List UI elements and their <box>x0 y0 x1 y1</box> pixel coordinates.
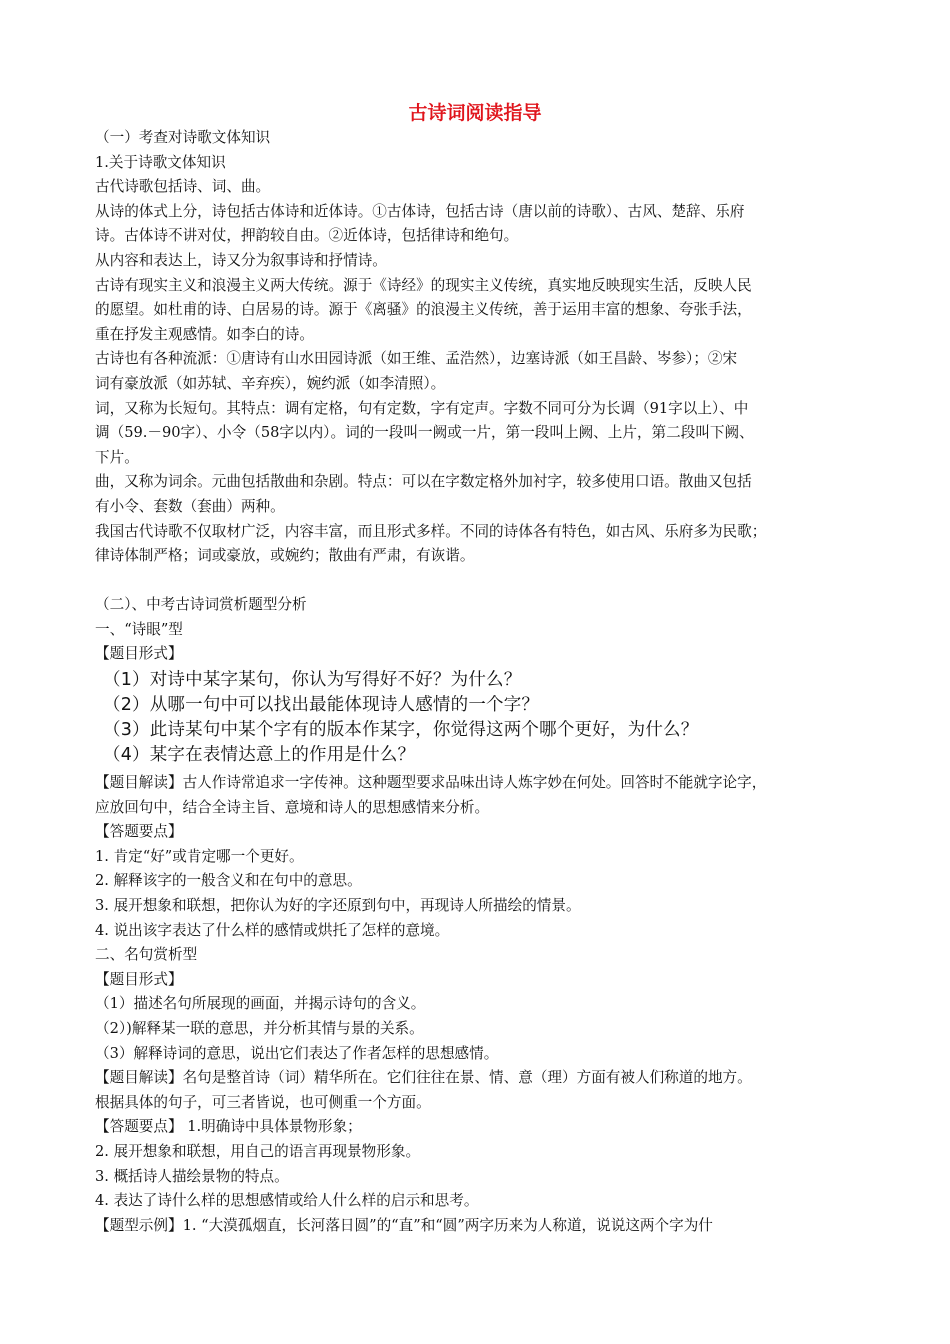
text-line: 【题目解读】古人作诗常追求一字传神。这种题型要求品味出诗人炼字妙在何处。回答时不能就字论字， <box>95 774 767 792</box>
text-line: （2）)解释某一联的意思，并分析其情与景的关系。 <box>95 1020 424 1037</box>
text-line: （一）考查对诗歌文体知识 <box>95 129 271 146</box>
text-line: 下片。 <box>95 448 139 466</box>
text-line: 3. 展开想象和联想，把你认为好的字还原到句中，再现诗人所描绘的情景。 <box>95 897 581 915</box>
text-line: 曲，又称为词余。元曲包括散曲和杂剧。特点：可以在字数定格外加衬字，较多使用口语。散曲又包括 <box>95 473 752 491</box>
text-line: 【题目解读】名句是整首诗（词）精华所在。它们往往在景、情、意（理）方面有被人们称道的地方。 <box>95 1069 752 1087</box>
text-line: 词，又称为长短句。其特点：调有定格，句有定数，字有定声。字数不同可分为长调（91字以上）、中 <box>95 399 749 417</box>
text-line: 根据具体的句子，可三者皆说，也可侧重一个方面。 <box>95 1093 431 1111</box>
text-line: 词有豪放派（如苏轼、辛弃疾），婉约派（如李清照）。 <box>95 374 446 392</box>
handwritten-questions <box>95 668 857 768</box>
text-line: 古代诗歌包括诗、词、曲。 <box>95 178 271 196</box>
text-line: 应放回句中，结合全诗主旨、意境和诗人的思想感情来分析。 <box>95 798 490 816</box>
text-line: 古诗有现实主义和浪漫主义两大传统。源于《诗经》的现实主义传统，真实地反映现实生活，反映人民 <box>95 276 752 294</box>
text-line: 我国古代诗歌不仅取材广泛，内容丰富，而且形式多样。不同的诗体各有特色，如古风、乐府多为民歌； <box>95 522 767 540</box>
document-body <box>95 126 857 1238</box>
text-line: 古诗也有各种流派：①唐诗有山水田园诗派（如王维、孟浩然），边塞诗派（如王昌龄、岑参）；②宋 <box>95 350 738 368</box>
text-line: 2. 解释该字的一般含义和在句中的意思。 <box>95 872 362 890</box>
type-heading: 二、名句赏析型 <box>95 946 198 964</box>
text-line: 调（59.－90字）、小令（58字以内）。词的一段叫一阙或一片，第一段叫上阙、上片，第二段叫下阙、 <box>95 424 754 442</box>
text-line: 2. 展开想象和联想，用自己的语言再现景物形象。 <box>95 1142 421 1160</box>
text-line: 【题目形式】 <box>95 970 183 988</box>
text-line: 1. 肯定“好”或肯定哪一个更好。 <box>95 847 304 865</box>
text-line: 【答题要点】 <box>95 823 183 841</box>
section-2 <box>95 593 857 1238</box>
text-line: 有小令、套数（套曲）两种。 <box>95 497 285 515</box>
text-line: 诗。古体诗不讲对仗，押韵较自由。②近体诗，包括律诗和绝句。 <box>95 227 519 245</box>
page-title: 古诗词阅读指导 <box>408 102 542 124</box>
handwritten-line: （2）从哪一句中可以找出最能体现诗人感情的一个字？ <box>103 695 540 716</box>
blank-line <box>95 569 857 594</box>
text-line: 4. 表达了诗什么样的思想感情或给人什么样的启示和思考。 <box>95 1192 479 1210</box>
text-line: 重在抒发主观感情。如李白的诗。 <box>95 325 314 343</box>
handwritten-line: （4）某字在表情达意上的作用是什么？ <box>103 745 416 766</box>
text-line: 的愿望。如杜甫的诗、白居易的诗。源于《离骚》的浪漫主义传统，善于运用丰富的想象、夸张手法， <box>95 301 752 319</box>
type-heading: 一、“诗眼”型 <box>95 620 183 638</box>
text-line: 【题型示例】1. “大漠孤烟直，长河落日圆”的“直”和“圆”两字历来为人称道，说说这两个字为什 <box>95 1216 713 1234</box>
text-line: 4. 说出该字表达了什么样的感情或烘托了怎样的意境。 <box>95 921 450 939</box>
section-1 <box>95 126 857 569</box>
text-line: 律诗体制严格；词或豪放，或婉约；散曲有严肃，有诙谐。 <box>95 547 475 565</box>
text-line: （3）解释诗词的意思，说出它们表达了作者怎样的思想感情。 <box>95 1044 499 1062</box>
section-header: （二）、中考古诗词赏析题型分析 <box>95 596 307 614</box>
text-line: 1.关于诗歌文体知识 <box>95 153 226 171</box>
text-line: 从内容和表达上，诗又分为叙事诗和抒情诗。 <box>95 251 387 269</box>
handwritten-line: （1）对诗中某字某句，你认为写得好不好？为什么？ <box>103 670 522 691</box>
text-line: 从诗的体式上分，诗包括古体诗和近体诗。①古体诗，包括古诗（唐以前的诗歌）、古风、楚辞、乐府 <box>95 202 745 220</box>
handwritten-line: （3）此诗某句中某个字有的版本作某字，你觉得这两个哪个更好，为什么？ <box>103 720 699 741</box>
form-label: 【题目形式】 <box>95 645 183 663</box>
text-line: 【答题要点】 1.明确诗中具体景物形象； <box>95 1118 362 1136</box>
text-line: （1）描述名句所展现的画面，并揭示诗句的含义。 <box>95 995 426 1013</box>
text-line: 3. 概括诗人描绘景物的特点。 <box>95 1167 289 1185</box>
